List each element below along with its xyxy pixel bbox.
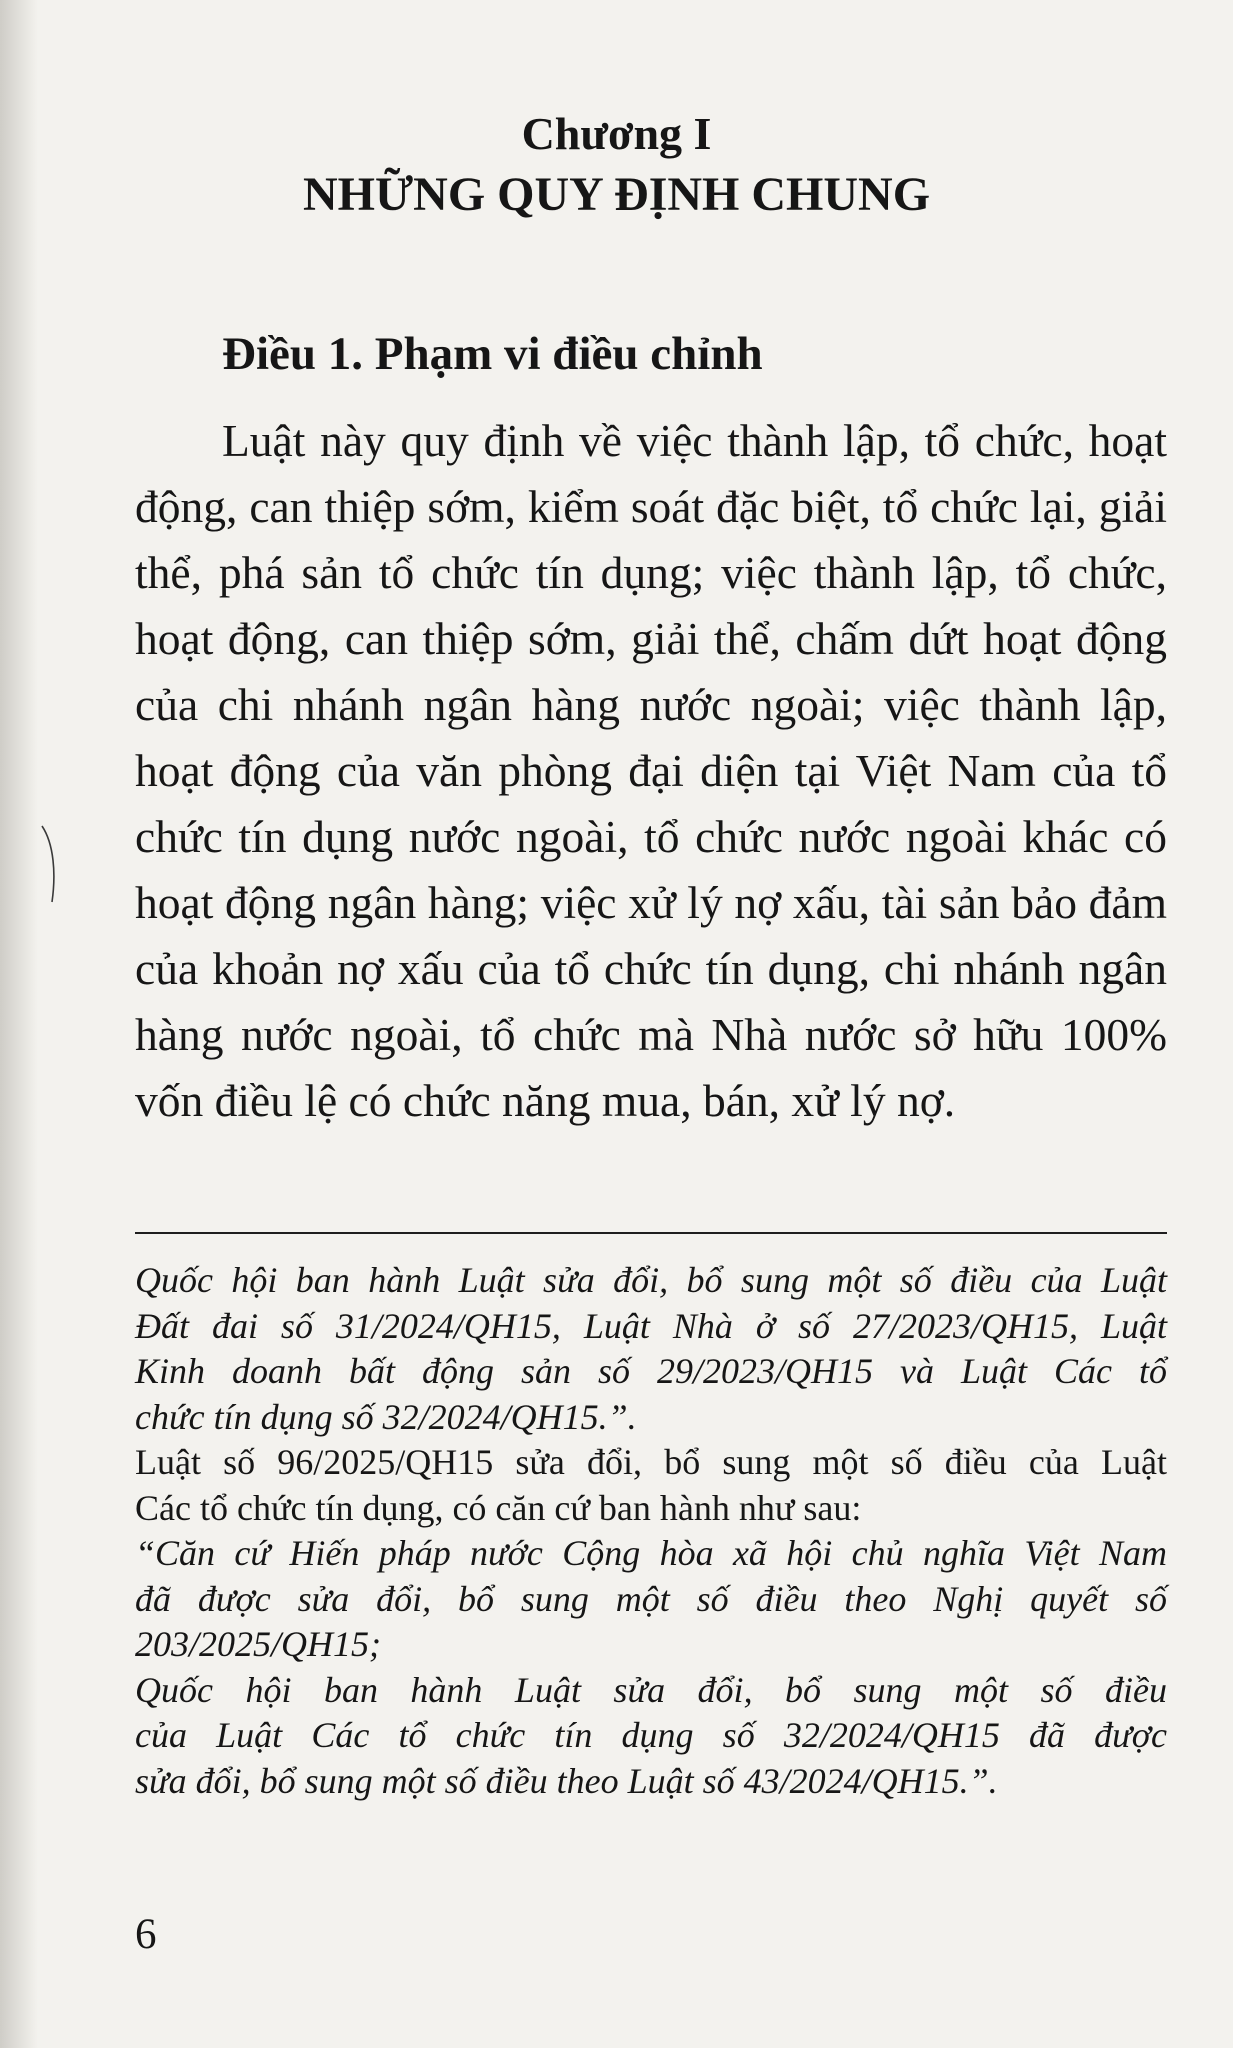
body-line: hoạt động của văn phòng đại diện tại Việt Nam của tổ [135,745,1167,796]
footnote-line: Đất đai số 31/2024/QH15, Luật Nhà ở số 27/2023/QH15, Luật [135,1305,1167,1346]
footnote-line: Kinh doanh bất động sản số 29/2023/QH15 và Luật Các tổ [135,1351,1167,1391]
body-line: hoạt động, can thiệp sớm, giải thể, chấm dứt hoạt động [135,613,1167,664]
page-number: 6 [135,1911,157,1958]
footnote-line: đã được sửa đổi, bổ sung một số điều theo Nghị quyết số [135,1578,1167,1619]
article-body [135,408,1167,1134]
body-line: vốn điều lệ có chức năng mua, bán, xử lý nợ. [135,1075,956,1126]
footnotes [135,1258,1167,1804]
chapter-label: Chương I [521,108,712,159]
footnote-line: Quốc hội ban hành Luật sửa đổi, bổ sung một số điều của Luật [135,1260,1167,1300]
body-line: chức tín dụng nước ngoài, tổ chức nước ngoài khác có [135,811,1167,862]
body-line: hoạt động ngân hàng; việc xử lý nợ xấu, tài sản bảo đảm [135,877,1167,928]
footnote-line: của Luật Các tổ chức tín dụng số 32/2024/QH15 đã được [135,1715,1167,1755]
footnote-line: chức tín dụng số 32/2024/QH15.”. [135,1396,637,1437]
chapter-title: NHỮNG QUY ĐỊNH CHUNG [302,168,931,221]
footnote-divider [135,1232,1167,1234]
footnote-line: Quốc hội ban hành Luật sửa đổi, bổ sung một số điều [135,1669,1167,1710]
body-line: của chi nhánh ngân hàng nước ngoài; việc thành lập, [135,679,1167,730]
footnote-line: “Căn cứ Hiến pháp nước Cộng hòa xã hội chủ nghĩa Việt Nam [135,1533,1167,1573]
body-line: thể, phá sản tổ chức tín dụng; việc thành lập, tổ chức, [135,547,1167,598]
footnote-line: 203/2025/QH15; [135,1624,381,1664]
page-gutter-shadow [0,0,38,2048]
footnote-line: sửa đổi, bổ sung một số điều theo Luật số 43/2024/QH15.”. [135,1760,998,1801]
footnote-line: Các tổ chức tín dụng, có căn cứ ban hành như sau: [135,1487,862,1528]
body-line: hàng nước ngoài, tổ chức mà Nhà nước sở hữu 100% [135,1009,1167,1060]
body-line: Luật này quy định về việc thành lập, tổ chức, hoạt [222,415,1167,466]
footnote-line: Luật số 96/2025/QH15 sửa đổi, bổ sung một số điều của Luật [135,1442,1167,1482]
article-heading: Điều 1. Phạm vi điều chỉnh [222,328,763,380]
body-line: động, can thiệp sớm, kiểm soát đặc biệt, tổ chức lại, giải [135,481,1167,532]
body-line: của khoản nợ xấu của tổ chức tín dụng, chi nhánh ngân [135,943,1167,994]
margin-pencil-mark [40,824,62,904]
